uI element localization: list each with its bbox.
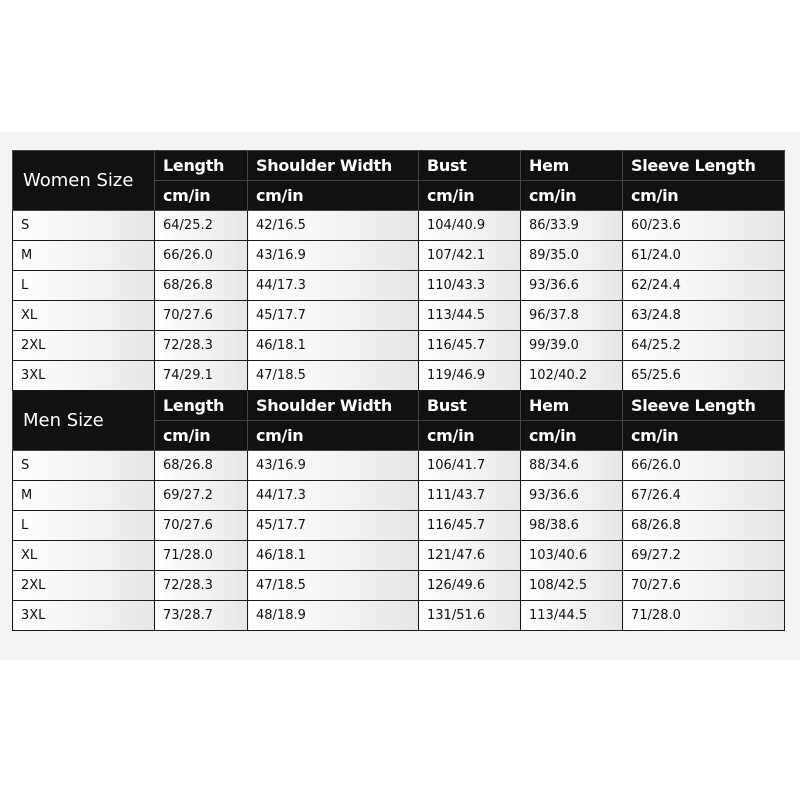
- table-row: [13, 571, 785, 601]
- measurement-cell: 88/34.6: [521, 451, 623, 481]
- measurement-cell: 74/29.1: [155, 361, 248, 391]
- size-chart-table: [12, 150, 785, 631]
- measurement-cell: 47/18.5: [248, 571, 419, 601]
- size-label: 2XL: [13, 571, 155, 601]
- measurement-cell: 113/44.5: [419, 301, 521, 331]
- measurement-cell: 86/33.9: [521, 211, 623, 241]
- size-label: XL: [13, 541, 155, 571]
- measurement-cell: 131/51.6: [419, 601, 521, 631]
- table-row: [13, 241, 785, 271]
- table-row: [13, 361, 785, 391]
- measurement-cell: 71/28.0: [623, 601, 785, 631]
- measurement-cell: 64/25.2: [155, 211, 248, 241]
- measurement-cell: 93/36.6: [521, 271, 623, 301]
- measurement-cell: 47/18.5: [248, 361, 419, 391]
- table-row: [13, 331, 785, 361]
- measurement-cell: 68/26.8: [155, 451, 248, 481]
- measurement-cell: 44/17.3: [248, 271, 419, 301]
- column-header: Sleeve Length: [623, 151, 785, 181]
- unit-label: cm/in: [521, 421, 623, 451]
- size-label: S: [13, 451, 155, 481]
- unit-label: cm/in: [521, 181, 623, 211]
- measurement-cell: 107/42.1: [419, 241, 521, 271]
- size-label: M: [13, 241, 155, 271]
- size-label: XL: [13, 301, 155, 331]
- measurement-cell: 46/18.1: [248, 331, 419, 361]
- measurement-cell: 43/16.9: [248, 241, 419, 271]
- measurement-cell: 113/44.5: [521, 601, 623, 631]
- size-label: 2XL: [13, 331, 155, 361]
- measurement-cell: 89/35.0: [521, 241, 623, 271]
- measurement-cell: 45/17.7: [248, 511, 419, 541]
- measurement-cell: 69/27.2: [155, 481, 248, 511]
- measurement-cell: 42/16.5: [248, 211, 419, 241]
- measurement-cell: 102/40.2: [521, 361, 623, 391]
- measurement-cell: 126/49.6: [419, 571, 521, 601]
- measurement-cell: 64/25.2: [623, 331, 785, 361]
- measurement-cell: 73/28.7: [155, 601, 248, 631]
- size-label: M: [13, 481, 155, 511]
- measurement-cell: 66/26.0: [623, 451, 785, 481]
- column-header: Bust: [419, 391, 521, 421]
- table-row: [13, 541, 785, 571]
- section-title: Men Size: [13, 391, 155, 451]
- measurement-cell: 63/24.8: [623, 301, 785, 331]
- column-header: Hem: [521, 391, 623, 421]
- measurement-cell: 121/47.6: [419, 541, 521, 571]
- measurement-cell: 111/43.7: [419, 481, 521, 511]
- size-chart-body: [13, 151, 785, 631]
- measurement-cell: 104/40.9: [419, 211, 521, 241]
- unit-label: cm/in: [155, 421, 248, 451]
- measurement-cell: 119/46.9: [419, 361, 521, 391]
- measurement-cell: 70/27.6: [155, 301, 248, 331]
- unit-label: cm/in: [155, 181, 248, 211]
- size-label: L: [13, 511, 155, 541]
- measurement-cell: 61/24.0: [623, 241, 785, 271]
- unit-label: cm/in: [623, 181, 785, 211]
- unit-label: cm/in: [623, 421, 785, 451]
- measurement-cell: 99/39.0: [521, 331, 623, 361]
- measurement-cell: 116/45.7: [419, 331, 521, 361]
- column-header: Length: [155, 391, 248, 421]
- measurement-cell: 69/27.2: [623, 541, 785, 571]
- measurement-cell: 70/27.6: [155, 511, 248, 541]
- measurement-cell: 60/23.6: [623, 211, 785, 241]
- section-header-row: [13, 151, 785, 181]
- size-label: 3XL: [13, 361, 155, 391]
- measurement-cell: 96/37.8: [521, 301, 623, 331]
- measurement-cell: 68/26.8: [155, 271, 248, 301]
- measurement-cell: 98/38.6: [521, 511, 623, 541]
- table-row: [13, 601, 785, 631]
- unit-label: cm/in: [248, 181, 419, 211]
- measurement-cell: 44/17.3: [248, 481, 419, 511]
- measurement-cell: 106/41.7: [419, 451, 521, 481]
- measurement-cell: 116/45.7: [419, 511, 521, 541]
- column-header: Bust: [419, 151, 521, 181]
- measurement-cell: 46/18.1: [248, 541, 419, 571]
- column-header: Shoulder Width: [248, 391, 419, 421]
- measurement-cell: 72/28.3: [155, 571, 248, 601]
- unit-label: cm/in: [419, 181, 521, 211]
- measurement-cell: 48/18.9: [248, 601, 419, 631]
- table-row: [13, 301, 785, 331]
- measurement-cell: 103/40.6: [521, 541, 623, 571]
- measurement-cell: 62/24.4: [623, 271, 785, 301]
- table-row: [13, 211, 785, 241]
- measurement-cell: 72/28.3: [155, 331, 248, 361]
- measurement-cell: 71/28.0: [155, 541, 248, 571]
- measurement-cell: 68/26.8: [623, 511, 785, 541]
- column-header: Hem: [521, 151, 623, 181]
- measurement-cell: 93/36.6: [521, 481, 623, 511]
- column-header: Shoulder Width: [248, 151, 419, 181]
- size-label: S: [13, 211, 155, 241]
- measurement-cell: 108/42.5: [521, 571, 623, 601]
- measurement-cell: 65/25.6: [623, 361, 785, 391]
- section-title: Women Size: [13, 151, 155, 211]
- table-row: [13, 271, 785, 301]
- measurement-cell: 43/16.9: [248, 451, 419, 481]
- measurement-cell: 70/27.6: [623, 571, 785, 601]
- unit-label: cm/in: [419, 421, 521, 451]
- measurement-cell: 67/26.4: [623, 481, 785, 511]
- column-header: Length: [155, 151, 248, 181]
- column-header: Sleeve Length: [623, 391, 785, 421]
- size-label: L: [13, 271, 155, 301]
- measurement-cell: 45/17.7: [248, 301, 419, 331]
- section-header-row: [13, 391, 785, 421]
- table-row: [13, 451, 785, 481]
- measurement-cell: 66/26.0: [155, 241, 248, 271]
- measurement-cell: 110/43.3: [419, 271, 521, 301]
- unit-label: cm/in: [248, 421, 419, 451]
- table-row: [13, 511, 785, 541]
- size-label: 3XL: [13, 601, 155, 631]
- table-row: [13, 481, 785, 511]
